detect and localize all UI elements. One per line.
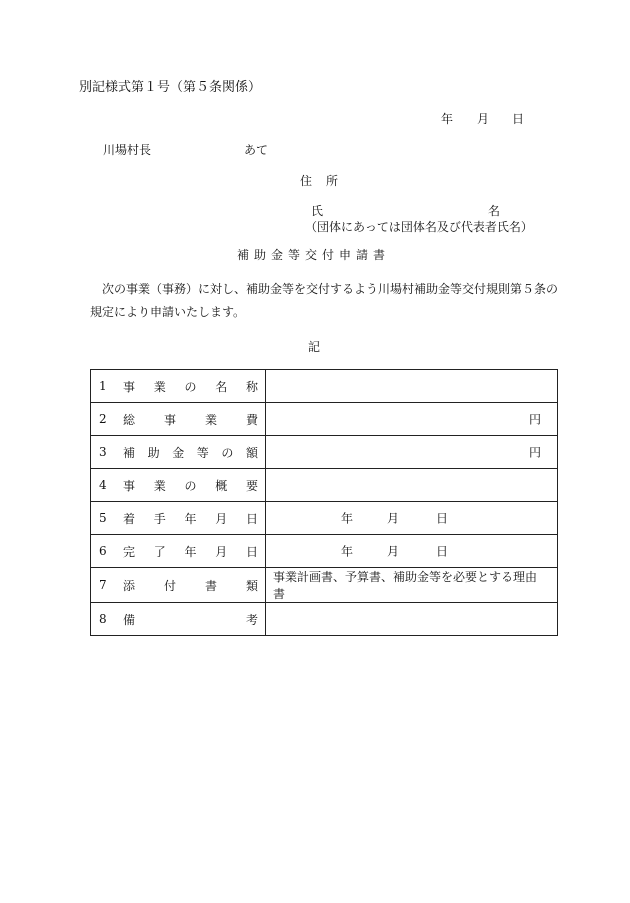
item-label-cell bbox=[91, 370, 266, 403]
address-label bbox=[300, 175, 338, 187]
item-label-char: 日 bbox=[245, 544, 258, 559]
item-label bbox=[123, 577, 258, 594]
addressee-name: 川場村長 bbox=[103, 143, 152, 157]
item-label-char: 了 bbox=[153, 544, 166, 559]
item-date-month-label: 月 bbox=[387, 511, 400, 526]
item-label-char: 月 bbox=[215, 544, 228, 559]
item-date-month-label: 月 bbox=[387, 544, 400, 559]
item-label bbox=[123, 510, 258, 527]
item-label-char: 総 bbox=[123, 412, 136, 427]
item-number: 1 bbox=[99, 379, 107, 393]
item-label-char: 額 bbox=[245, 445, 258, 460]
item-label bbox=[123, 411, 258, 428]
item-date-day-label: 日 bbox=[436, 511, 449, 526]
item-value-cell[interactable] bbox=[266, 436, 558, 469]
name-label-char-1: 氏 bbox=[311, 204, 324, 218]
table-row bbox=[91, 603, 558, 636]
items-table bbox=[90, 369, 558, 636]
table-row bbox=[91, 502, 558, 535]
table-row bbox=[91, 403, 558, 436]
item-label-char: 備 bbox=[123, 612, 136, 627]
item-label-char: 業 bbox=[204, 412, 217, 427]
item-unit: 円 bbox=[528, 445, 541, 460]
body-paragraph: 次の事業（事務）に対し、補助金等を交付するよう川場村補助金等交付規則第５条の規定により申請いたします。 bbox=[90, 282, 559, 319]
item-number: 6 bbox=[99, 544, 107, 558]
table-row bbox=[91, 568, 558, 603]
item-label-char: 月 bbox=[215, 511, 228, 526]
item-label-char: 年 bbox=[184, 511, 197, 526]
item-label-char: 類 bbox=[245, 578, 258, 593]
item-date-year-label: 年 bbox=[341, 544, 354, 559]
item-label-char: 金 bbox=[172, 445, 185, 460]
item-label bbox=[123, 378, 258, 395]
item-label-char: の bbox=[221, 445, 234, 460]
item-label-char: 書 bbox=[204, 578, 217, 593]
date-day-label: 日 bbox=[512, 112, 525, 126]
item-label-char: 事 bbox=[123, 379, 136, 394]
item-label bbox=[123, 543, 258, 560]
item-label-char: 着 bbox=[123, 511, 136, 526]
item-label-char: 考 bbox=[245, 612, 258, 627]
item-label-cell bbox=[91, 603, 266, 636]
item-number: 3 bbox=[99, 445, 107, 459]
item-label-cell bbox=[91, 469, 266, 502]
item-value: 事業計画書、予算書、補助金等を必要とする理由書 bbox=[273, 570, 538, 601]
date-year-label: 年 bbox=[441, 112, 454, 126]
item-label-char: の bbox=[184, 478, 197, 493]
item-label bbox=[123, 444, 258, 461]
name-note: （団体にあっては団体名及び代表者氏名） bbox=[305, 220, 533, 234]
item-value-cell[interactable] bbox=[266, 535, 558, 568]
item-label-char: 手 bbox=[153, 511, 166, 526]
item-label-char: 年 bbox=[184, 544, 197, 559]
item-number: 2 bbox=[99, 412, 107, 426]
item-label-char: 称 bbox=[245, 379, 258, 394]
address-label-char-1: 住 bbox=[300, 174, 313, 188]
item-label-char: 業 bbox=[153, 478, 166, 493]
item-label-char: 事 bbox=[123, 478, 136, 493]
document-title: 補助金等交付申請書 bbox=[237, 248, 391, 262]
item-label-char: 費 bbox=[245, 412, 258, 427]
item-label-char: 要 bbox=[245, 478, 258, 493]
item-label-char: 名 bbox=[215, 379, 228, 394]
item-value-cell[interactable] bbox=[266, 469, 558, 502]
item-label-cell bbox=[91, 403, 266, 436]
item-value-cell[interactable] bbox=[266, 603, 558, 636]
item-label-char: 完 bbox=[123, 544, 136, 559]
item-label-char: の bbox=[184, 379, 197, 394]
item-label-char: 添 bbox=[123, 578, 136, 593]
table-row bbox=[91, 370, 558, 403]
item-number: 8 bbox=[99, 612, 107, 626]
item-number: 7 bbox=[99, 578, 107, 592]
item-number: 4 bbox=[99, 478, 107, 492]
date-month-label: 月 bbox=[477, 112, 490, 126]
item-label-char: 助 bbox=[147, 445, 160, 460]
item-label-cell bbox=[91, 535, 266, 568]
item-label-char: 補 bbox=[123, 445, 136, 460]
table-row bbox=[91, 436, 558, 469]
item-value-cell[interactable] bbox=[266, 370, 558, 403]
item-label-char: 日 bbox=[245, 511, 258, 526]
table-row bbox=[91, 469, 558, 502]
item-label bbox=[123, 611, 258, 628]
item-label-char: 事 bbox=[163, 412, 176, 427]
item-label-char: 概 bbox=[215, 478, 228, 493]
name-label-char-2: 名 bbox=[488, 204, 501, 218]
item-value-cell[interactable] bbox=[266, 403, 558, 436]
item-date-year-label: 年 bbox=[341, 511, 354, 526]
form-number: 別記様式第１号（第５条関係） bbox=[79, 80, 262, 95]
item-label-char: 等 bbox=[196, 445, 209, 460]
item-label bbox=[123, 477, 258, 494]
item-label-char: 業 bbox=[153, 379, 166, 394]
item-label-cell bbox=[91, 502, 266, 535]
item-date-day-label: 日 bbox=[436, 544, 449, 559]
item-unit: 円 bbox=[528, 412, 541, 427]
table-row bbox=[91, 535, 558, 568]
item-label-cell bbox=[91, 568, 266, 603]
item-label-cell bbox=[91, 436, 266, 469]
item-label-char: 付 bbox=[163, 578, 176, 593]
item-value-cell[interactable] bbox=[266, 568, 558, 603]
addressee-suffix: あて bbox=[244, 143, 269, 157]
address-label-char-2: 所 bbox=[326, 174, 339, 188]
item-value-cell[interactable] bbox=[266, 502, 558, 535]
item-number: 5 bbox=[99, 511, 107, 525]
ki-heading: 記 bbox=[308, 340, 321, 354]
